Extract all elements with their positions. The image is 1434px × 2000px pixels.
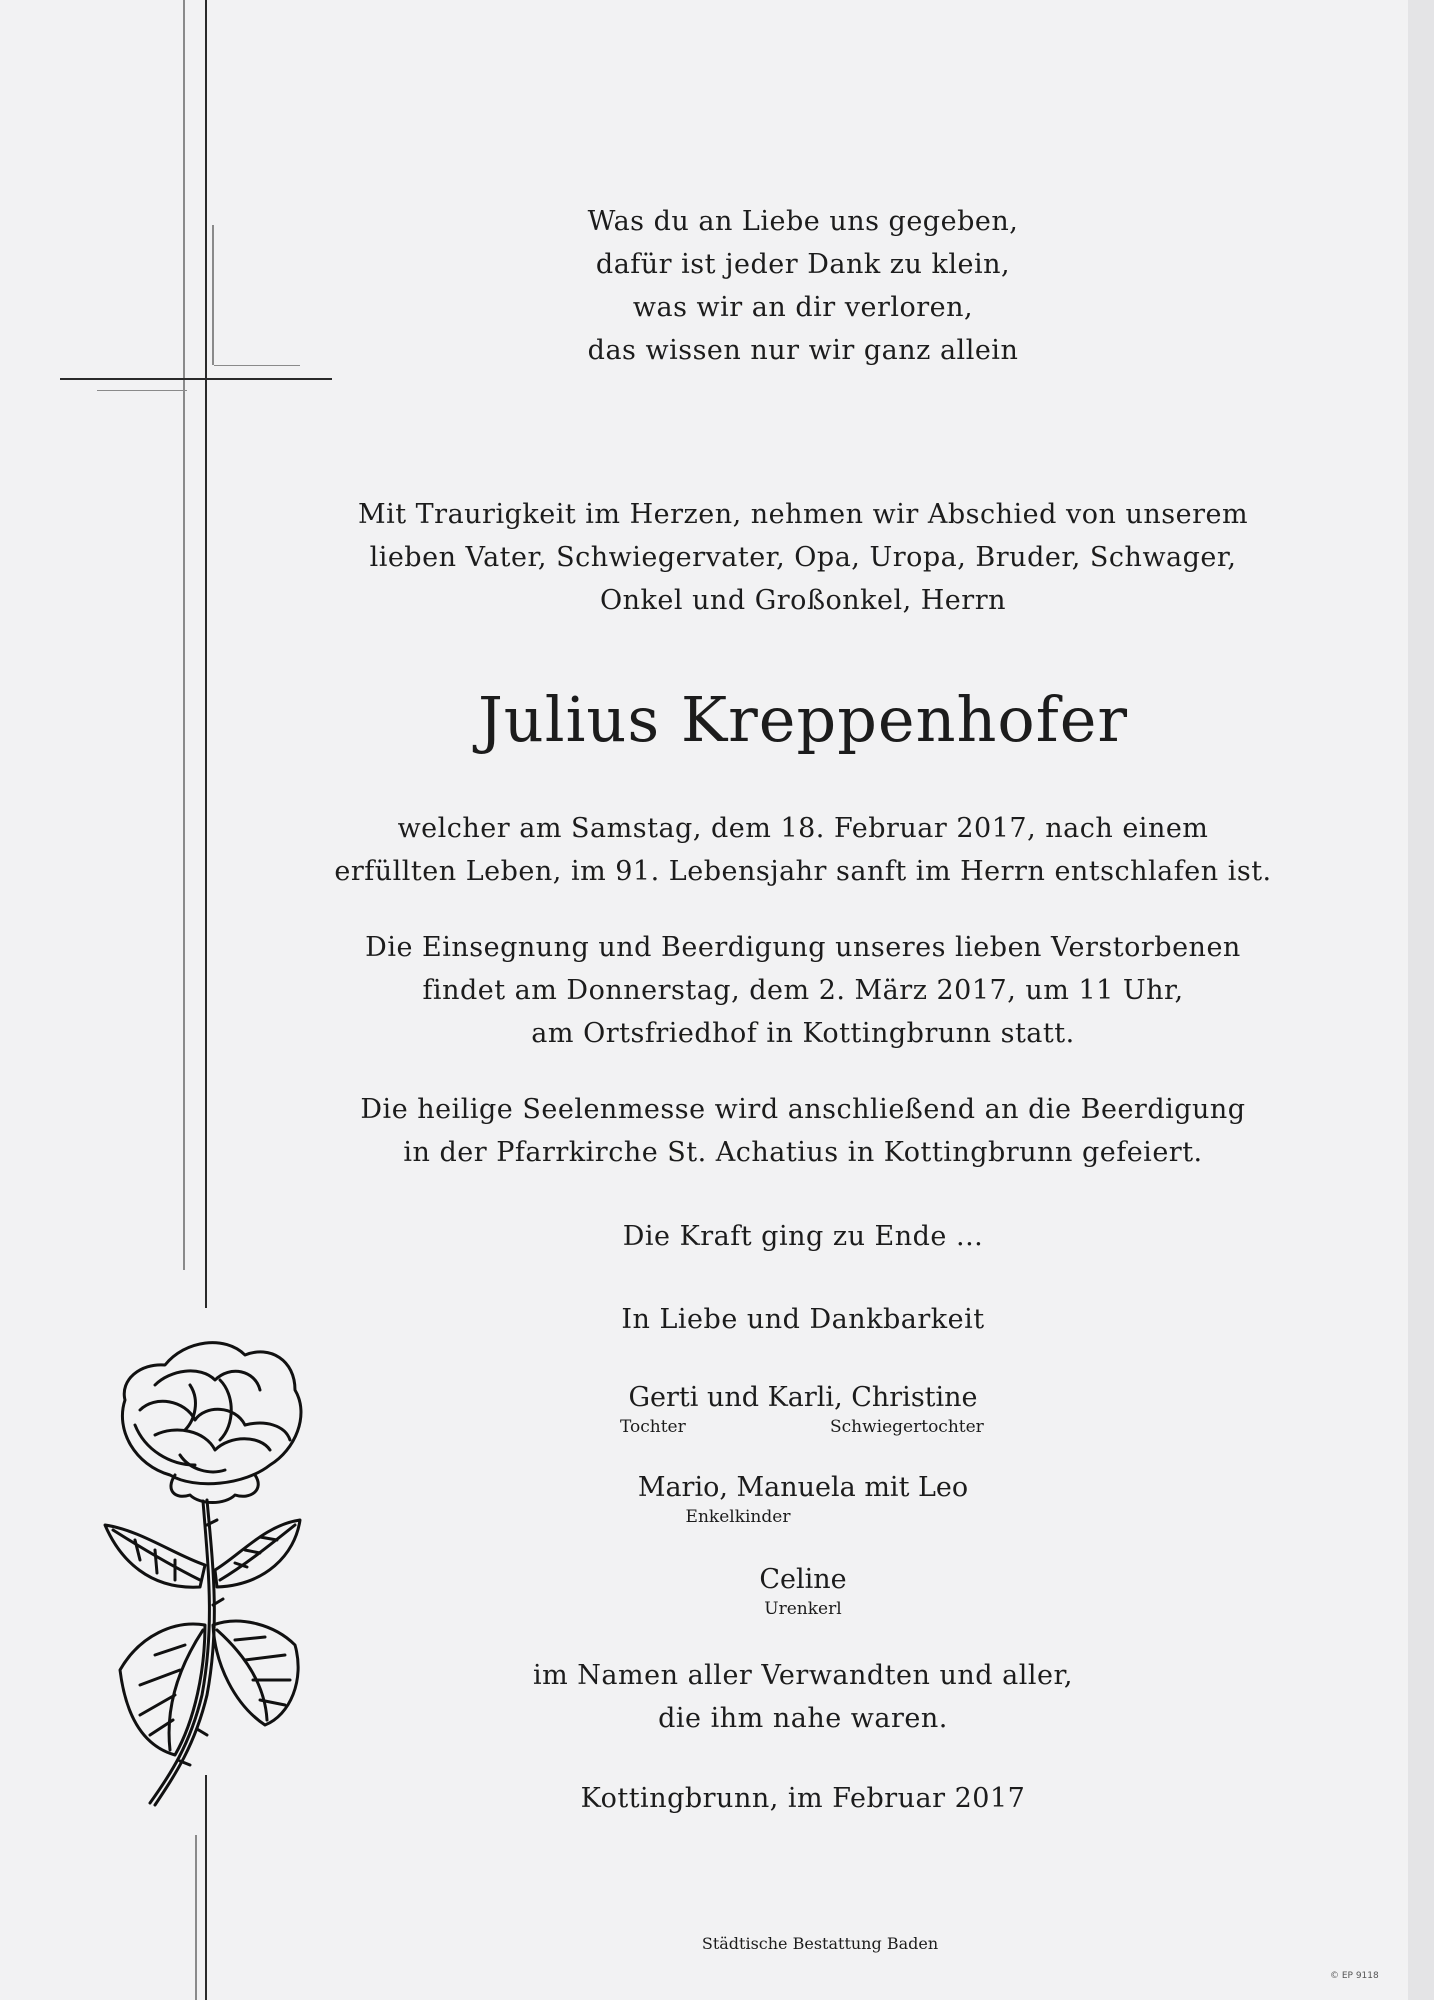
family-role: Urenkerl: [764, 1599, 842, 1619]
family-role: Schwiegertochter: [830, 1417, 984, 1437]
page-edge: [1408, 0, 1434, 2000]
death-info-line: erfüllten Leben, im 91. Lebensjahr sanft im Herrn entschlafen ist.: [334, 856, 1272, 887]
funeral-info-line: am Ortsfriedhof in Kottingbrunn statt.: [531, 1018, 1075, 1049]
print-code: © EP 9118: [1330, 1971, 1379, 1981]
poem-line: Was du an Liebe uns gegeben,: [587, 206, 1019, 237]
mass-info-line: Die heilige Seelenmesse wird anschließend an die Beerdigung: [360, 1094, 1246, 1125]
cross-vertical-line-main: [205, 0, 207, 1308]
rose-icon: [95, 1325, 335, 1815]
deceased-name: Julius Kreppenhofer: [477, 683, 1129, 756]
family-names: Celine: [759, 1564, 847, 1595]
place-date-block: [320, 1777, 1286, 1820]
on-behalf: [320, 1654, 1286, 1740]
poem-line: was wir an dir verloren,: [632, 292, 974, 323]
funeral-info: [320, 926, 1286, 1055]
poem-line: das wissen nur wir ganz allein: [587, 335, 1019, 366]
poem: [320, 200, 1286, 372]
family-role: Tochter: [620, 1417, 686, 1437]
family-group-1: [320, 1380, 1286, 1440]
family-names: Mario, Manuela mit Leo: [637, 1472, 969, 1503]
death-info-line: welcher am Samstag, dem 18. Februar 2017, nach einem: [397, 813, 1209, 844]
closing-phrase: Die Kraft ging zu Ende ...: [622, 1221, 984, 1252]
family-group-3: [320, 1562, 1286, 1620]
gratitude: In Liebe und Dankbarkeit: [621, 1304, 985, 1335]
family-names: Gerti und Karli, Christine: [628, 1382, 978, 1413]
poem-line: dafür ist jeder Dank zu klein,: [595, 249, 1011, 280]
cross-vertical-line-left: [183, 0, 185, 1270]
funeral-info-line: findet am Donnerstag, dem 2. März 2017, um 11 Uhr,: [422, 975, 1184, 1006]
on-behalf-line: die ihm nahe waren.: [658, 1703, 948, 1734]
cross-horizontal-line-upper: [214, 365, 300, 366]
funeral-info-line: Die Einsegnung und Beerdigung unseres lieben Verstorbenen: [365, 932, 1241, 963]
family-group-2: [320, 1470, 1286, 1528]
intro-line: lieben Vater, Schwiegervater, Opa, Uropa, Bruder, Schwager,: [369, 542, 1237, 573]
on-behalf-line: im Namen aller Verwandten und aller,: [532, 1660, 1074, 1691]
intro-paragraph: [320, 493, 1286, 622]
cross-horizontal-line-lower: [97, 390, 187, 391]
gratitude-block: [320, 1298, 1286, 1341]
mass-info: [320, 1088, 1286, 1174]
death-info: [320, 807, 1286, 893]
place-date: Kottingbrunn, im Februar 2017: [580, 1783, 1026, 1814]
mass-info-line: in der Pfarrkirche St. Achatius in Kottingbrunn gefeiert.: [403, 1137, 1203, 1168]
funeral-home-footer: Städtische Bestattung Baden: [701, 1934, 939, 1953]
cross-vertical-line-upper-right: [212, 225, 214, 365]
cross-horizontal-line: [60, 378, 332, 380]
family-role: Enkelkinder: [685, 1507, 791, 1527]
cross-vertical-line-bottom-thin: [195, 1835, 197, 2000]
intro-line: Mit Traurigkeit im Herzen, nehmen wir Abschied von unserem: [357, 499, 1249, 530]
intro-line: Onkel und Großonkel, Herrn: [599, 585, 1006, 616]
deceased-name-block: [320, 680, 1286, 760]
closing-phrase-block: [320, 1215, 1286, 1258]
